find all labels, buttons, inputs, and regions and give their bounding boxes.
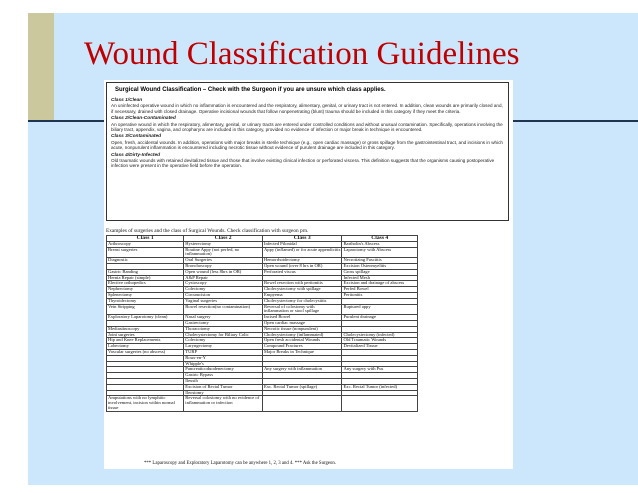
table-cell: Open cardiac massage xyxy=(262,320,342,326)
table-cell: Routine Appy (not perfed, no inflammation) xyxy=(184,247,263,258)
table-cell: Cholecystectomy with spillage xyxy=(262,287,342,293)
table-cell: Cystoscopy xyxy=(184,281,263,287)
table-cell: Bartholin's Abscess xyxy=(342,241,418,247)
table-cell: Gastric Banding xyxy=(107,269,184,275)
table-cell: Perforated viscus xyxy=(262,269,342,275)
table-cell: Excision of Rectal Tumor xyxy=(184,384,263,390)
examples-table xyxy=(106,235,418,412)
table-cell: Diagnostic xyxy=(107,258,184,264)
class-1-text: An uninfected operative wound in which no inflammation is encountered and the respiratory, alimentary, genital, or urinary tract is not entered. In addition, clean wounds are primarily closed and, if necessary, drained with closed drainage. Operative incisional wounds that follow nonpenetrating (blunt) trauma should be included in this category if they meet the criteria. xyxy=(111,103,503,114)
table-cell: Roux-en-Y xyxy=(184,355,263,361)
table-cell: Whipple's xyxy=(184,361,263,367)
table-cell: Bowel resection(no contamination) xyxy=(184,304,263,315)
table-cell: Hemorrhoidectomy xyxy=(262,258,342,264)
table-cell: Vein Stripping xyxy=(107,304,184,315)
table-cell: Exc. Rectal Tumor (spillage) xyxy=(262,384,342,390)
classification-heading: Surgical Wound Classification – Check with the Surgeon if you are unsure which class applies. xyxy=(115,87,386,93)
table-cell: Splenectomy xyxy=(107,292,184,298)
table-footnote: *** Laparoscopy and Exploratory Laparotomy can be anywhere 1, 2, 3 and 4. *** Ask the Surgeon. xyxy=(144,461,337,466)
table-cell: Perfed Bowel xyxy=(342,287,418,293)
table-cell: Any surgery with inflammation xyxy=(262,367,342,373)
table-cell: Old Traumatic Wounds xyxy=(342,338,418,344)
table-cell: Ileusth xyxy=(184,378,263,384)
class-3-name: Class 3/Contaminated xyxy=(111,134,162,140)
title-rule-right xyxy=(512,120,638,122)
table-header: Class 3 xyxy=(262,236,342,242)
table-cell: Compound Fractures xyxy=(262,344,342,350)
table-header: Class 2 xyxy=(184,236,263,242)
table-cell: Vaginal surgeries xyxy=(184,298,263,304)
table-row xyxy=(107,304,418,315)
table-cell: Cholecystectomy for cholecystitis xyxy=(262,298,342,304)
table-cell: Hysterectomy xyxy=(184,241,263,247)
table-cell: Cholecystectomy (inflammated) xyxy=(262,332,342,338)
table-cell: Necrotizing Fasciitis xyxy=(342,258,418,264)
class-2-block xyxy=(107,116,508,132)
slide-title: Wound Classification Guidelines xyxy=(84,36,520,72)
table-cell: Empyema xyxy=(262,292,342,298)
table-cell: Colectomy xyxy=(184,287,263,293)
table-cell: Amputations with no lymphitic involvement, incision within normal tissue xyxy=(107,396,184,411)
table-cell: Arthroscopy xyxy=(107,241,184,247)
table-cell: Nephrectomy xyxy=(107,287,184,293)
class-4-text: Old traumatic wounds with retained devitalized tissue and those that involve existing clinical infection or perforated viscera. This definition suggests that the organisms causing postoperative infection were present in the operative field before the operation. xyxy=(111,158,495,169)
classification-box xyxy=(106,82,509,221)
table-cell: TURP xyxy=(184,349,263,355)
table-cell: Reversal of colostomy with inflammation or stool spillage xyxy=(262,304,342,315)
table-cell: Infected Pilonidal xyxy=(262,241,342,247)
table-cell: Lobectomy xyxy=(107,344,184,350)
class-4-block xyxy=(107,153,508,169)
table-cell: Open wound (less 8hrs in OR) xyxy=(184,269,263,275)
side-accent-bar xyxy=(28,13,54,120)
table-cell: Hernia Repair (simple) xyxy=(107,275,184,281)
title-rule-left xyxy=(28,120,105,122)
table-cell: Cholecystectomy (infected) xyxy=(342,332,418,338)
table-cell: Colectomy xyxy=(184,338,263,344)
table-cell: Laparotomy with Abscess xyxy=(342,247,418,258)
table-cell: Bowel resection with peritonitis xyxy=(262,281,342,287)
table-cell: Laryngectomy xyxy=(184,344,263,350)
table-cell: Open wound (over 8 hrs in OR) xyxy=(262,263,342,269)
table-cell: Major Breaks in Technique xyxy=(262,349,342,355)
table-cell: Bronchoscopy xyxy=(184,263,263,269)
table-cell: Necrotic tissue (nonpurulent) xyxy=(262,326,342,332)
table-cell: Ileostomy xyxy=(184,390,263,396)
table-cell: Elective orthopedics xyxy=(107,281,184,287)
table-cell: Oral Surgeries xyxy=(184,258,263,264)
document-image xyxy=(104,80,513,469)
table-cell: Purulent drainage xyxy=(342,315,418,321)
table-cell: Excision Osteomyelitis xyxy=(342,263,418,269)
table-cell: Breast surgeries xyxy=(107,247,184,258)
class-1-name: Class 1/Clean xyxy=(111,98,143,103)
table-header: Class 4 xyxy=(342,236,418,242)
class-3-text: Open, fresh, accidental wounds. In addition, operations with major breaks in sterile technique (e.g., open cardiac massage) or gross spillage from the gastrointestinal tract, and incisions in which acute, nonpurulent inflammation is encountered including necrotic tissue without evidence of purulent drainage are included in this category. xyxy=(111,139,503,151)
table-cell: Infected Mesh xyxy=(342,275,418,281)
table-cell: Reversal colostomy with no evidence of inflammation or infection xyxy=(184,396,263,411)
table-cell: Devitalized Tissue xyxy=(342,344,418,350)
table-cell: Appy (inflamed) or for acute appendicitis xyxy=(262,247,342,258)
class-2-name: Class 2/Clean-Contaminated xyxy=(111,116,176,122)
table-cell: Ruptured appy xyxy=(342,304,418,315)
examples-caption: Examples of surgeries and the class of Surgical Wounds. Check classification with surgeon prn. xyxy=(106,228,309,234)
table-cell: Thoracotomy xyxy=(184,326,263,332)
class-1-block xyxy=(107,98,508,114)
table-cell: Exc. Rectal Tumor (infected) xyxy=(342,384,418,390)
table-row xyxy=(107,396,418,411)
table-cell: Exploratory Laparotomy (clean) xyxy=(107,315,184,321)
table-cell: Gross spillage xyxy=(342,269,418,275)
table-cell: Pancreaticoduodenectomy xyxy=(184,367,263,373)
table-body xyxy=(107,241,418,411)
table-cell: Any surgery with Pus xyxy=(342,367,418,373)
class-3-block xyxy=(107,134,508,150)
table-cell: Joint surgeries xyxy=(107,332,184,338)
table-cell: A&P Repair xyxy=(184,275,263,281)
table-header: Class 1 xyxy=(107,236,184,242)
table-cell: Open fresh accidental Wounds xyxy=(262,338,342,344)
table-cell: Hip and Knee Replacements xyxy=(107,338,184,344)
table-cell: Incised Bowel xyxy=(262,315,342,321)
table-cell xyxy=(262,396,342,411)
table-cell xyxy=(342,396,418,411)
table-cell: Thyroidectomy xyxy=(107,298,184,304)
table-cell: Circumcision xyxy=(184,292,263,298)
table-cell: Mediastinoscopy xyxy=(107,326,184,332)
table-cell: Vascular surgeries (no abscess) xyxy=(107,349,184,355)
table-row xyxy=(107,247,418,258)
class-4-name: Class 4/Dirty-Infected xyxy=(111,152,161,158)
table-cell: Excision and drainage of abscess xyxy=(342,281,418,287)
class-2-text: An operative wound in which the respiratory, alimentary, genital, or urinary tracts are entered under controlled conditions and without unusual contamination. Specifically, operations involving the biliary tract, appendix, vagina, and oropharynx are included in this category, provided no evidence of infection or major break in technique is encountered. xyxy=(111,121,503,133)
table-cell: Cholecystectomy for Biliary Colic xyxy=(184,332,263,338)
table-cell: Nasal surgery xyxy=(184,315,263,321)
table-cell: Peritonitis xyxy=(342,292,418,298)
table-cell: Gastrectomy xyxy=(184,320,263,326)
table-cell: Gastric Bypass xyxy=(184,373,263,379)
